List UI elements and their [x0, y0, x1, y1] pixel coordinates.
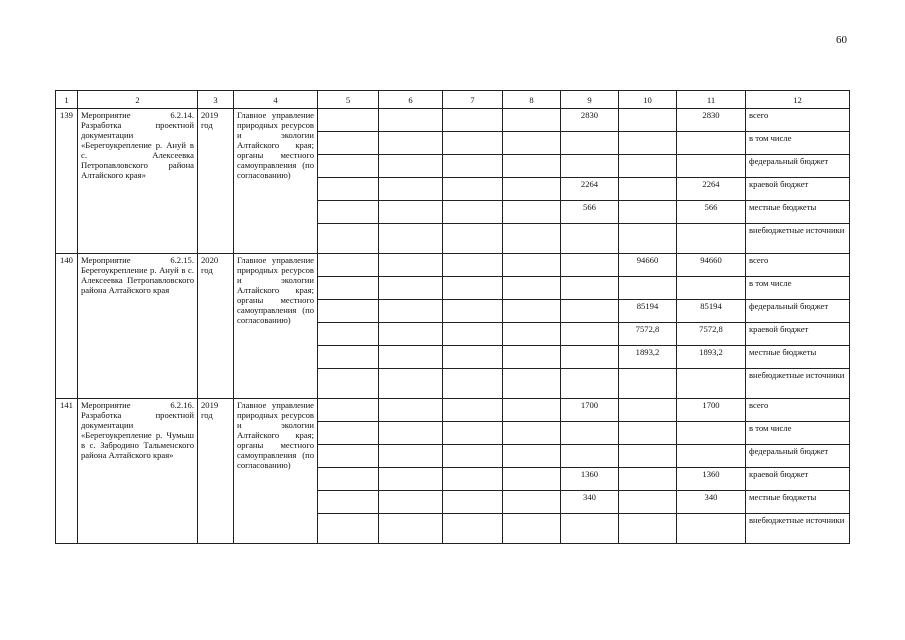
amount-col-9: 2264 [561, 178, 619, 201]
amount-col-11: 2830 [677, 109, 746, 132]
empty-cell-8 [503, 201, 561, 224]
empty-cell-6 [379, 323, 443, 346]
amount-col-11 [677, 422, 746, 445]
empty-cell-7 [443, 468, 503, 491]
empty-cell-6 [379, 132, 443, 155]
amount-col-11: 340 [677, 491, 746, 514]
empty-cell-7 [443, 323, 503, 346]
column-header: 4 [234, 91, 318, 109]
empty-cell-8 [503, 109, 561, 132]
header-row [56, 91, 850, 109]
funding-source: в том числе [746, 277, 850, 300]
empty-cell-8 [503, 155, 561, 178]
empty-cell-5 [318, 369, 379, 399]
amount-col-10 [619, 178, 677, 201]
funding-source: краевой бюджет [746, 323, 850, 346]
empty-cell-6 [379, 468, 443, 491]
amount-col-9 [561, 422, 619, 445]
funding-source: местные бюджеты [746, 201, 850, 224]
table-row [56, 109, 850, 132]
amount-col-11: 2264 [677, 178, 746, 201]
amount-col-10 [619, 109, 677, 132]
empty-cell-5 [318, 422, 379, 445]
amount-col-11 [677, 155, 746, 178]
amount-col-9 [561, 224, 619, 254]
empty-cell-5 [318, 468, 379, 491]
empty-cell-5 [318, 514, 379, 544]
measure-year: 2020 год [198, 254, 234, 399]
funding-source: всего [746, 254, 850, 277]
amount-col-9 [561, 277, 619, 300]
amount-col-9 [561, 514, 619, 544]
funding-source: краевой бюджет [746, 468, 850, 491]
column-header: 9 [561, 91, 619, 109]
empty-cell-5 [318, 346, 379, 369]
amount-col-11: 566 [677, 201, 746, 224]
empty-cell-7 [443, 201, 503, 224]
empty-cell-7 [443, 109, 503, 132]
amount-col-11: 1360 [677, 468, 746, 491]
measure-name: Мероприятие 6.2.15. Берегоукрепление р. Ануй в с. Алексеевка Петропавловского района Алтайского края [78, 254, 198, 399]
empty-cell-8 [503, 399, 561, 422]
funding-source: внебюджетные источники [746, 514, 850, 544]
column-header: 3 [198, 91, 234, 109]
column-header: 7 [443, 91, 503, 109]
empty-cell-7 [443, 178, 503, 201]
amount-col-10: 94660 [619, 254, 677, 277]
funding-source: местные бюджеты [746, 491, 850, 514]
empty-cell-6 [379, 201, 443, 224]
measure-year: 2019 год [198, 399, 234, 544]
amount-col-9: 1360 [561, 468, 619, 491]
empty-cell-6 [379, 491, 443, 514]
empty-cell-7 [443, 300, 503, 323]
empty-cell-6 [379, 369, 443, 399]
funding-source: всего [746, 109, 850, 132]
empty-cell-8 [503, 254, 561, 277]
column-header: 2 [78, 91, 198, 109]
empty-cell-6 [379, 178, 443, 201]
empty-cell-6 [379, 254, 443, 277]
amount-col-10 [619, 224, 677, 254]
amount-col-9 [561, 254, 619, 277]
amount-col-11 [677, 224, 746, 254]
empty-cell-6 [379, 277, 443, 300]
measure-executor: Главное управление природных ресурсов и экологии Алтайского края; органы местного самоуправления (по согласованию) [234, 109, 318, 254]
table-row [56, 254, 850, 277]
amount-col-9 [561, 346, 619, 369]
amount-col-9 [561, 132, 619, 155]
amount-col-9: 566 [561, 201, 619, 224]
funding-source: внебюджетные источники [746, 369, 850, 399]
measure-executor: Главное управление природных ресурсов и экологии Алтайского края; органы местного самоуправления (по согласованию) [234, 399, 318, 544]
empty-cell-7 [443, 491, 503, 514]
amount-col-10 [619, 201, 677, 224]
funding-source: федеральный бюджет [746, 155, 850, 178]
column-header: 8 [503, 91, 561, 109]
funding-source: в том числе [746, 422, 850, 445]
empty-cell-8 [503, 369, 561, 399]
empty-cell-5 [318, 254, 379, 277]
empty-cell-6 [379, 445, 443, 468]
row-number: 140 [56, 254, 78, 399]
empty-cell-5 [318, 201, 379, 224]
empty-cell-7 [443, 254, 503, 277]
amount-col-10 [619, 422, 677, 445]
amount-col-11: 1893,2 [677, 346, 746, 369]
empty-cell-8 [503, 224, 561, 254]
empty-cell-7 [443, 399, 503, 422]
table-row [56, 399, 850, 422]
amount-col-11: 94660 [677, 254, 746, 277]
page-number: 60 [836, 34, 847, 46]
amount-col-10: 1893,2 [619, 346, 677, 369]
empty-cell-6 [379, 399, 443, 422]
amount-col-10: 85194 [619, 300, 677, 323]
amount-col-9: 2830 [561, 109, 619, 132]
amount-col-10 [619, 155, 677, 178]
column-header: 12 [746, 91, 850, 109]
empty-cell-7 [443, 155, 503, 178]
empty-cell-7 [443, 224, 503, 254]
empty-cell-6 [379, 109, 443, 132]
empty-cell-8 [503, 132, 561, 155]
empty-cell-8 [503, 491, 561, 514]
funding-source: федеральный бюджет [746, 445, 850, 468]
empty-cell-8 [503, 468, 561, 491]
amount-col-10 [619, 369, 677, 399]
amount-col-11: 1700 [677, 399, 746, 422]
funding-source: всего [746, 399, 850, 422]
measure-executor: Главное управление природных ресурсов и экологии Алтайского края; органы местного самоуправления (по согласованию) [234, 254, 318, 399]
column-header: 1 [56, 91, 78, 109]
empty-cell-5 [318, 155, 379, 178]
budget-table [55, 90, 850, 544]
empty-cell-8 [503, 514, 561, 544]
funding-source: внебюджетные источники [746, 224, 850, 254]
amount-col-11: 85194 [677, 300, 746, 323]
empty-cell-7 [443, 422, 503, 445]
amount-col-10 [619, 491, 677, 514]
empty-cell-6 [379, 224, 443, 254]
amount-col-11 [677, 132, 746, 155]
empty-cell-7 [443, 277, 503, 300]
empty-cell-7 [443, 346, 503, 369]
empty-cell-8 [503, 178, 561, 201]
funding-source: в том числе [746, 132, 850, 155]
funding-source: местные бюджеты [746, 346, 850, 369]
amount-col-9 [561, 155, 619, 178]
amount-col-10 [619, 399, 677, 422]
amount-col-9 [561, 323, 619, 346]
empty-cell-5 [318, 178, 379, 201]
amount-col-11 [677, 369, 746, 399]
amount-col-9 [561, 300, 619, 323]
empty-cell-8 [503, 422, 561, 445]
row-number: 139 [56, 109, 78, 254]
empty-cell-5 [318, 132, 379, 155]
row-number: 141 [56, 399, 78, 544]
empty-cell-6 [379, 422, 443, 445]
empty-cell-7 [443, 445, 503, 468]
column-header: 5 [318, 91, 379, 109]
measure-name: Мероприятие 6.2.16. Разработка проектной документации «Берегоукрепление р. Чумыш в с. Забродино Тальменского района Алтайского края» [78, 399, 198, 544]
empty-cell-8 [503, 346, 561, 369]
amount-col-10 [619, 468, 677, 491]
empty-cell-5 [318, 323, 379, 346]
empty-cell-7 [443, 132, 503, 155]
empty-cell-6 [379, 155, 443, 178]
amount-col-9 [561, 369, 619, 399]
measure-name: Мероприятие 6.2.14. Разработка проектной документации «Берегоукрепление р. Ануй в с. Алексеевка Петропавловского района Алтайского края» [78, 109, 198, 254]
amount-col-10 [619, 514, 677, 544]
amount-col-9 [561, 445, 619, 468]
empty-cell-8 [503, 445, 561, 468]
empty-cell-5 [318, 399, 379, 422]
empty-cell-5 [318, 224, 379, 254]
amount-col-11 [677, 277, 746, 300]
funding-source: федеральный бюджет [746, 300, 850, 323]
column-header: 11 [677, 91, 746, 109]
amount-col-9: 340 [561, 491, 619, 514]
empty-cell-8 [503, 277, 561, 300]
empty-cell-7 [443, 369, 503, 399]
empty-cell-8 [503, 323, 561, 346]
empty-cell-7 [443, 514, 503, 544]
amount-col-10 [619, 445, 677, 468]
empty-cell-5 [318, 277, 379, 300]
amount-col-11 [677, 445, 746, 468]
empty-cell-6 [379, 300, 443, 323]
empty-cell-5 [318, 445, 379, 468]
amount-col-10 [619, 277, 677, 300]
empty-cell-6 [379, 346, 443, 369]
column-header: 6 [379, 91, 443, 109]
measure-year: 2019 год [198, 109, 234, 254]
table-body [56, 109, 850, 544]
amount-col-11: 7572,8 [677, 323, 746, 346]
funding-source: краевой бюджет [746, 178, 850, 201]
empty-cell-8 [503, 300, 561, 323]
amount-col-9: 1700 [561, 399, 619, 422]
empty-cell-5 [318, 109, 379, 132]
empty-cell-6 [379, 514, 443, 544]
amount-col-10: 7572,8 [619, 323, 677, 346]
amount-col-11 [677, 514, 746, 544]
empty-cell-5 [318, 300, 379, 323]
empty-cell-5 [318, 491, 379, 514]
column-header: 10 [619, 91, 677, 109]
amount-col-10 [619, 132, 677, 155]
